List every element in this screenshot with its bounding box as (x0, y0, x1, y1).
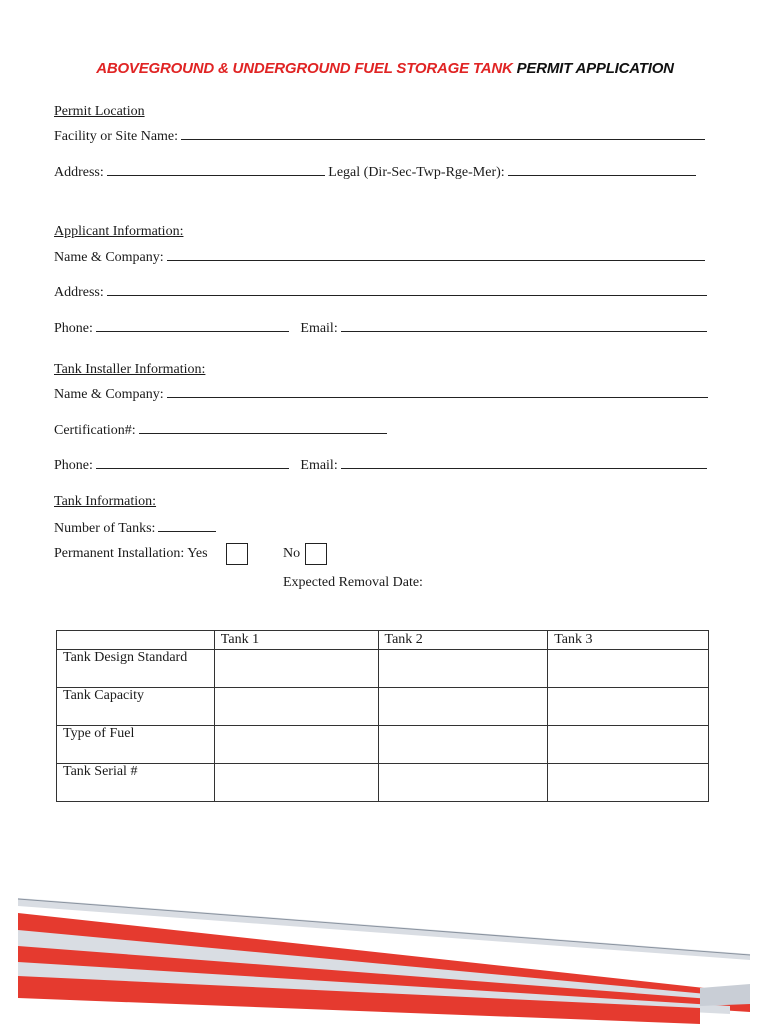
tank-table-corner-cell (57, 631, 215, 650)
installer-name-field[interactable] (167, 385, 708, 398)
tank-2-design-standard-cell[interactable] (378, 650, 548, 688)
form-title (0, 60, 770, 77)
row-label-design-standard (57, 650, 215, 688)
applicant-name-label: Name & Company: (54, 250, 164, 265)
tank-table (56, 630, 709, 802)
applicant-phone-label: Phone: (54, 321, 93, 336)
tank-1-design-standard-cell[interactable] (214, 650, 378, 688)
permanent-installation-label: Permanent Installation: Yes (54, 546, 208, 561)
tank-2-capacity-cell[interactable] (378, 688, 548, 726)
tank-1-fuel-type-cell[interactable] (214, 726, 378, 764)
certification-row (54, 421, 387, 440)
applicant-heading: Applicant Information: (54, 224, 184, 239)
certification-field[interactable] (139, 421, 387, 434)
site-address-field[interactable] (107, 163, 325, 176)
row-label-text: Tank Serial # (63, 764, 138, 779)
row-label-text: Tank Design Standard (63, 650, 188, 665)
tank-1-serial-cell[interactable] (214, 764, 378, 802)
permanent-no-label: No (283, 546, 301, 561)
title-red-part: ABOVEGROUND & UNDERGROUND FUEL STORAGE TANK (96, 60, 513, 77)
permit-location-heading: Permit Location (54, 104, 145, 119)
footer-stripes-graphic (0, 880, 770, 1024)
certification-label: Certification#: (54, 423, 136, 438)
installer-email-label: Email: (300, 458, 338, 473)
applicant-name-field[interactable] (167, 248, 705, 261)
expected-removal-date-label: Expected Removal Date: (283, 575, 423, 590)
row-label-text: Type of Fuel (63, 726, 135, 741)
tank-3-fuel-type-cell[interactable] (548, 726, 709, 764)
installer-name-label: Name & Company: (54, 387, 164, 402)
title-black-part: PERMIT APPLICATION (516, 60, 674, 77)
tank-info-heading: Tank Information: (54, 494, 157, 509)
row-label-text: Tank Capacity (63, 688, 145, 703)
address-legal-row (54, 163, 696, 182)
facility-name-label: Facility or Site Name: (54, 129, 179, 144)
applicant-address-field[interactable] (107, 283, 707, 296)
number-of-tanks-label: Number of Tanks: (54, 521, 156, 536)
number-of-tanks-field[interactable] (158, 519, 216, 532)
tank-3-header: Tank 3 (548, 631, 709, 650)
applicant-email-label: Email: (300, 321, 338, 336)
tank-1-header: Tank 1 (214, 631, 378, 650)
tank-2-serial-cell[interactable] (378, 764, 548, 802)
table-row (57, 726, 709, 764)
installer-phone-field[interactable] (96, 456, 289, 469)
installer-name-row (54, 385, 708, 404)
applicant-email-field[interactable] (341, 319, 707, 332)
legal-field[interactable] (508, 163, 696, 176)
installer-email-field[interactable] (341, 456, 707, 469)
permanent-no-checkbox[interactable] (305, 543, 327, 565)
applicant-contact-row (54, 319, 707, 338)
table-row (57, 764, 709, 802)
number-of-tanks-row (54, 519, 216, 538)
applicant-address-label: Address: (54, 285, 104, 300)
tank-3-capacity-cell[interactable] (548, 688, 709, 726)
applicant-address-row (54, 283, 707, 302)
installer-contact-row (54, 456, 707, 475)
facility-name-field[interactable] (181, 127, 705, 140)
row-label-capacity (57, 688, 215, 726)
installer-heading: Tank Installer Information: (54, 362, 206, 377)
tank-table-header-row (57, 631, 709, 650)
legal-label: Legal (Dir-Sec-Twp-Rge-Mer): (328, 165, 505, 180)
facility-name-row (54, 127, 705, 146)
tank-2-header: Tank 2 (378, 631, 548, 650)
applicant-phone-field[interactable] (96, 319, 289, 332)
table-row (57, 688, 709, 726)
row-label-serial (57, 764, 215, 802)
site-address-label: Address: (54, 165, 104, 180)
tank-2-fuel-type-cell[interactable] (378, 726, 548, 764)
applicant-name-row (54, 248, 705, 267)
tank-1-capacity-cell[interactable] (214, 688, 378, 726)
tank-3-design-standard-cell[interactable] (548, 650, 709, 688)
installer-phone-label: Phone: (54, 458, 93, 473)
row-label-fuel-type (57, 726, 215, 764)
permanent-yes-checkbox[interactable] (226, 543, 248, 565)
tank-3-serial-cell[interactable] (548, 764, 709, 802)
table-row (57, 650, 709, 688)
